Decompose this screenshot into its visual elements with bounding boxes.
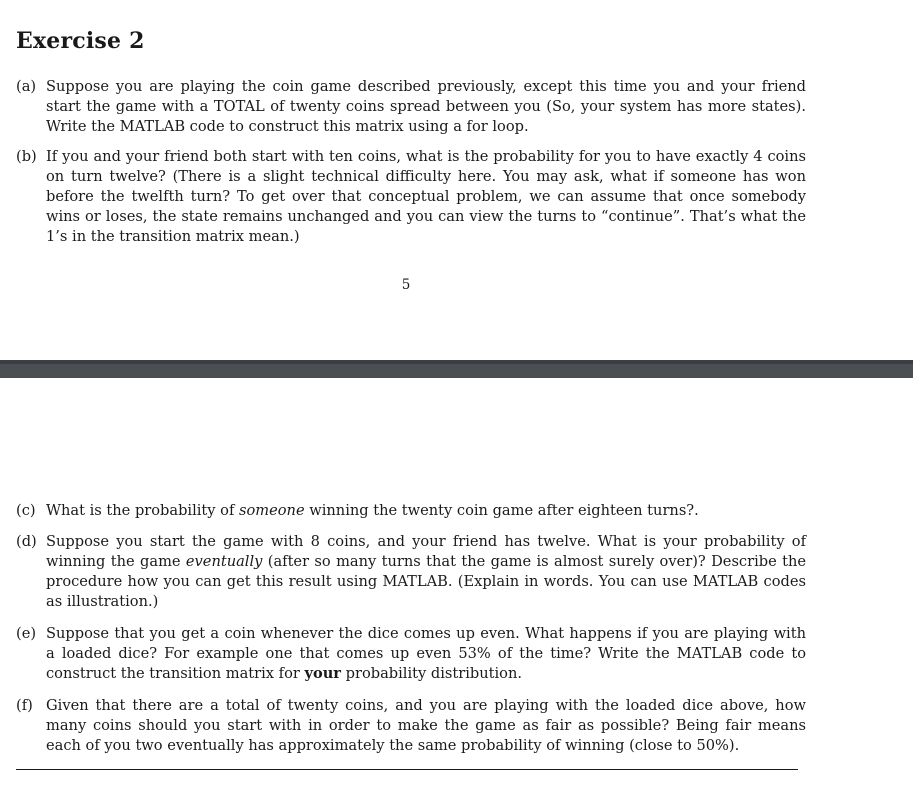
page-separator: [0, 360, 913, 378]
page-lower: [0, 378, 913, 786]
question-c-label: (c): [16, 502, 36, 519]
question-c-text: [46, 501, 806, 521]
page-number: 5: [401, 277, 411, 293]
question-e-text-end: probability distribution.: [341, 665, 522, 682]
question-d-emphasis: eventually: [185, 553, 263, 570]
question-d-label: (d): [16, 533, 37, 550]
question-f-text: Given that there are a total of twenty coins, and you are playing with the loaded dice above, how many coins should you start with in order to make the game as fair as possible? Being fair means each of you two eventually has approximately the same probability of winning (close to 50%).: [46, 697, 806, 754]
question-b: [16, 147, 806, 247]
question-c-text-end: winning the twenty coin game after eighteen turns?.: [304, 502, 699, 519]
question-b-text: If you and your friend both start with ten coins, what is the probability for you to have exactly 4 coins on turn twelve? (There is a slight technical difficulty here. You may ask, what if someone has won before the twelfth turn? To get over that conceptual problem, we can assume that once somebody wins or loses, the state remains unchanged and you can view the turns to “continue”. That’s what the 1’s in the transition matrix mean.): [46, 148, 806, 245]
question-c-emphasis: someone: [239, 502, 305, 519]
question-a-label: (a): [16, 78, 37, 95]
question-f-label: (f): [16, 697, 33, 714]
question-c: [16, 501, 806, 521]
question-f: [16, 696, 806, 756]
question-d-text: [46, 532, 806, 612]
question-c-text-start: What is the probability of: [46, 502, 240, 519]
exercise-title: Exercise 2: [16, 28, 145, 54]
question-d-text-start: Suppose you start the game with 8 coins, and your friend has twelve. What is your probability of winning the game: [46, 533, 806, 570]
page-upper: [0, 0, 913, 360]
question-b-label: (b): [16, 148, 37, 165]
page-separator-shadow: [0, 360, 913, 364]
question-d-text-end: (after so many turns that the game is almost surely over)? Describe the procedure how you can get this result using MATLAB. (Explain in words. You can use MATLAB codes as illustration.): [46, 553, 806, 610]
question-e-strong: your: [304, 665, 341, 682]
question-a: [16, 77, 806, 137]
question-e: [16, 624, 806, 684]
bottom-rule: [16, 769, 798, 770]
question-d: [16, 532, 806, 612]
question-e-text-start: Suppose that you get a coin whenever the dice comes up even. What happens if you are playing with a loaded dice? For example one that comes up even 53% of the time? Write the MATLAB code to construct the transition matrix for: [46, 625, 806, 682]
question-a-text: Suppose you are playing the coin game described previously, except this time you and your friend start the game with a TOTAL of twenty coins spread between you (So, your system has more states). Write the MATLAB code to construct this matrix using a for loop.: [46, 78, 806, 135]
question-e-label: (e): [16, 625, 37, 642]
question-e-text: [46, 624, 806, 684]
